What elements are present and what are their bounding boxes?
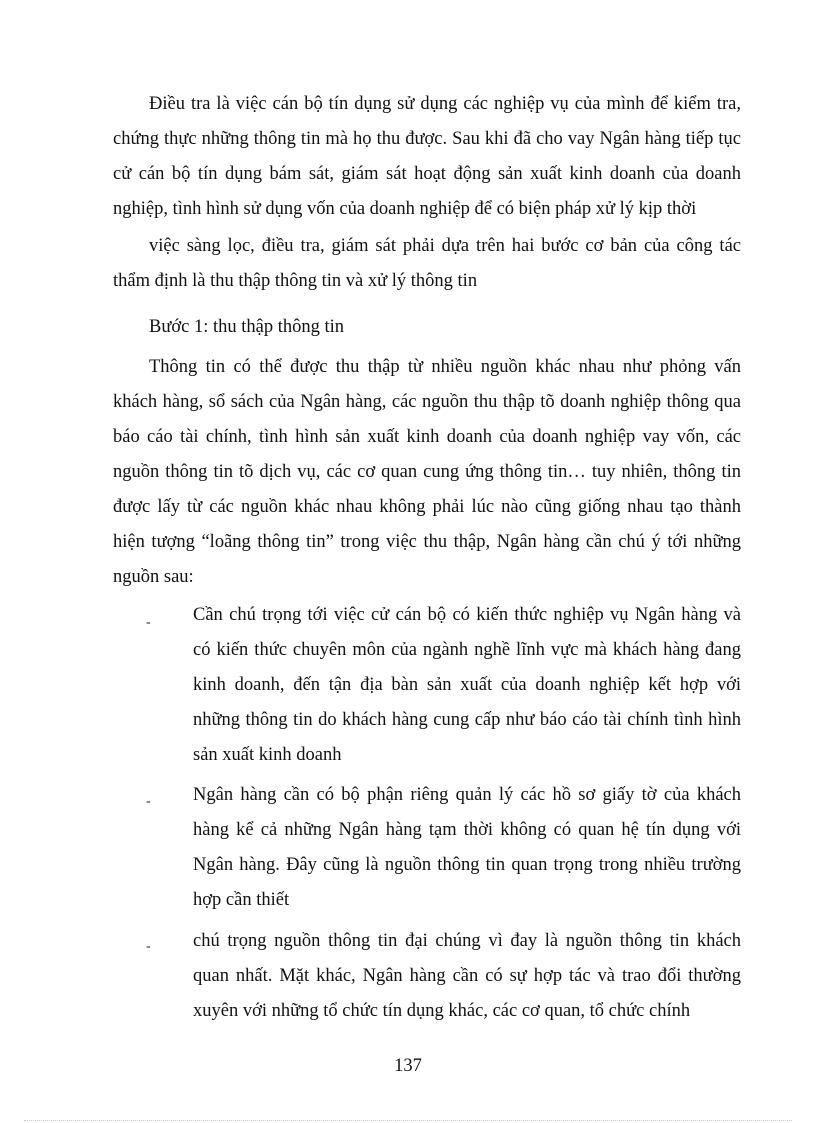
bullet-1-dash: - bbox=[146, 615, 151, 630]
bullet-3-line-2: quan nhất. Mặt khác, Ngân hàng cần có sự hợp tác và trao đổi thường bbox=[193, 966, 741, 986]
paragraph-3-line-1: Thông tin có thể được thu thập từ nhiều nguồn khác nhau như phỏng vấn bbox=[149, 357, 741, 377]
bullet-3-line-1: chú trọng nguồn thông tin đại chúng vì đay là nguồn thông tin khách bbox=[193, 931, 741, 951]
bullet-3-line-3: xuyên với những tổ chức tín dụng khác, các cơ quan, tổ chức chính bbox=[193, 1001, 691, 1021]
bullet-1-line-5: sản xuất kinh doanh bbox=[193, 745, 342, 765]
paragraph-3-line-4: nguồn thông tin tõ dịch vụ, các cơ quan cung ứng thông tin… tuy nhiên, thông tin bbox=[113, 462, 741, 482]
page-number: 137 bbox=[394, 1056, 422, 1076]
paragraph-3-line-6: hiện tượng “loãng thông tin” trong việc thu thập, Ngân hàng cần chú ý tới những bbox=[113, 532, 741, 552]
paragraph-3-line-5: được lấy từ các nguồn khác nhau không phải lúc nào cũng giống nhau tạo thành bbox=[113, 497, 741, 517]
bullet-1-line-2: có kiến thức chuyên môn của ngành nghề lĩnh vực mà khách hàng đang bbox=[193, 640, 741, 660]
paragraph-1-line-1: Điều tra là việc cán bộ tín dụng sử dụng các nghiệp vụ của mình để kiểm tra, bbox=[149, 94, 741, 114]
bullet-2-dash: - bbox=[146, 794, 151, 809]
paragraph-3-line-7: nguồn sau: bbox=[113, 567, 194, 587]
step-1-heading: Bước 1: thu thập thông tin bbox=[149, 317, 345, 337]
bullet-2-line-1: Ngân hàng cần có bộ phận riêng quản lý các hồ sơ giấy tờ của khách bbox=[193, 785, 741, 805]
bullet-1-line-4: những thông tin do khách hàng cung cấp như báo cáo tài chính tình hình bbox=[193, 710, 741, 730]
paragraph-1-line-3: cử cán bộ tín dụng bám sát, giám sát hoạt động sản xuất kinh doanh của doanh bbox=[113, 164, 741, 184]
bullet-2-line-4: hợp cần thiết bbox=[193, 890, 290, 910]
bullet-3-dash: - bbox=[146, 939, 151, 954]
paragraph-3-line-3: báo cáo tài chính, tình hình sản xuất kinh doanh của doanh nghiệp vay vốn, các bbox=[113, 427, 741, 447]
paragraph-2-line-2: thẩm định là thu thập thông tin và xử lý thông tin bbox=[113, 271, 478, 291]
paragraph-1-line-2: chứng thực những thông tin mà họ thu được. Sau khi đã cho vay Ngân hàng tiếp tục bbox=[113, 129, 741, 149]
bullet-2-line-2: hàng kể cả những Ngân hàng tạm thời không có quan hệ tín dụng với bbox=[193, 820, 741, 840]
paragraph-2-line-1: việc sàng lọc, điều tra, giám sát phải dựa trên hai bước cơ bản của công tác bbox=[149, 236, 741, 256]
paragraph-1-line-4: nghiệp, tình hình sử dụng vốn của doanh nghiệp để có biện pháp xử lý kịp thời bbox=[113, 199, 697, 219]
bullet-1-line-3: kinh doanh, đến tận địa bàn sản xuất của doanh nghiệp kết hợp với bbox=[193, 675, 741, 695]
footer-divider bbox=[24, 1120, 792, 1121]
bullet-2-line-3: Ngân hàng. Đây cũng là nguồn thông tin quan trọng trong nhiều trường bbox=[193, 855, 741, 875]
bullet-1-line-1: Cần chú trọng tới việc cử cán bộ có kiến thức nghiệp vụ Ngân hàng và bbox=[193, 605, 741, 625]
paragraph-3-line-2: khách hàng, sổ sách của Ngân hàng, các nguồn thu thập tõ doanh nghiệp thông qua bbox=[113, 392, 741, 412]
